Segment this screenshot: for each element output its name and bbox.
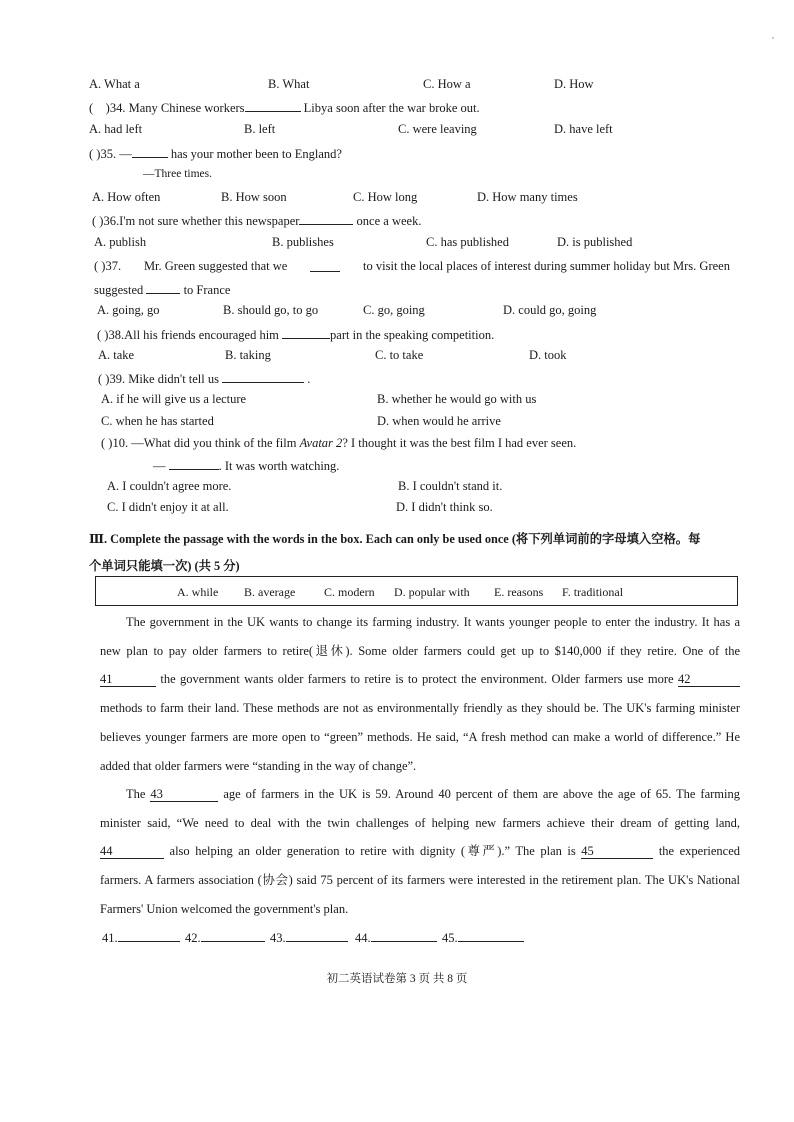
passage-text: age of farmers in the UK is 59. Around 40 percent of them are above the age of 65. The farming	[223, 787, 740, 801]
q34-option-c: C. were leaving	[398, 122, 477, 136]
q34-paren: (	[89, 101, 106, 115]
q34-option-b: B. left	[244, 122, 276, 136]
q40-text-after: ? I thought it was the best film I had ever seen.	[342, 436, 577, 450]
q34-blank[interactable]	[245, 99, 301, 112]
answer-42-label: 42.	[185, 931, 201, 945]
question-36	[92, 212, 421, 229]
passage-line: believes younger farmers are more open to “green” methods. He said, “A fresh method can make a world of difference.” He	[100, 729, 740, 744]
q35-option-b: B. How soon	[221, 190, 287, 204]
q36-option-a: A. publish	[94, 235, 147, 249]
scan-speck	[772, 37, 774, 39]
passage-line	[100, 837, 740, 866]
blank-43[interactable]	[150, 787, 218, 802]
question-37-line2	[94, 281, 230, 298]
q35-number: ( )35. —	[89, 147, 132, 161]
word-option-a: A. while	[177, 585, 219, 599]
q36-option-d: D. is published	[557, 235, 633, 249]
word-option-d: D. popular with	[394, 585, 470, 599]
q35-text-after: has your mother been to England?	[170, 147, 342, 161]
answer-45	[442, 929, 524, 946]
question-39	[98, 370, 310, 387]
q34-text-before: Many Chinese workers	[128, 101, 245, 115]
q36-option-b: B. publishes	[272, 235, 334, 249]
question-34	[89, 99, 480, 116]
q38-text-before: All his friends encouraged him	[124, 328, 279, 342]
blank-42[interactable]	[678, 672, 740, 687]
q33-option-b: B. What	[268, 77, 310, 91]
q35-option-a: A. How often	[92, 190, 161, 204]
blank-44[interactable]	[100, 844, 164, 859]
q36-blank[interactable]	[299, 212, 353, 225]
q36-text-before: I'm not sure whether this newspaper	[119, 214, 300, 228]
q40-option-d: D. I didn't think so.	[396, 500, 493, 514]
q37-option-b: B. should go, to go	[223, 303, 319, 317]
answer-44-label: 44.	[355, 931, 371, 945]
q38-blank[interactable]	[282, 326, 330, 339]
answer-43-blank[interactable]	[286, 929, 348, 942]
q40-blank[interactable]	[169, 457, 219, 470]
passage-line: methods to farm their land. These methods are not as environmentally friendly as they should be. The UK's farming minister	[100, 701, 740, 716]
q37-text-line2a: suggested	[94, 283, 144, 297]
passage-line	[100, 665, 740, 694]
passage-line: The government in the UK wants to change its farming industry. It wants younger people to enter the industry. It has a	[126, 615, 740, 629]
question-35	[89, 145, 342, 162]
q40-film-title: Avatar 2	[299, 436, 343, 450]
question-37	[94, 259, 730, 274]
q36-text-after: once a week.	[356, 214, 422, 228]
answer-41	[102, 929, 180, 946]
q37-blank-1[interactable]	[310, 259, 340, 272]
q39-option-b: B. whether he would go with us	[377, 392, 537, 406]
answer-43-label: 43.	[270, 931, 286, 945]
q38-option-c: C. to take	[375, 348, 424, 362]
answer-45-blank[interactable]	[458, 929, 524, 942]
answer-44-blank[interactable]	[371, 929, 437, 942]
word-box	[95, 576, 738, 606]
q38-text-after: part in the speaking competition.	[330, 328, 495, 342]
q33-option-c: C. How a	[423, 77, 471, 91]
passage-line: Farmers' Union welcomed the government's plan.	[100, 901, 349, 916]
q36-number: ( )36.	[92, 214, 120, 228]
q34-number: )34.	[105, 101, 126, 115]
q40-option-a: A. I couldn't agree more.	[107, 479, 232, 493]
q37-text-before: Mr. Green suggested that we	[143, 259, 288, 273]
q35-blank[interactable]	[132, 145, 168, 158]
answer-41-blank[interactable]	[118, 929, 180, 942]
blank-45-number: 45	[581, 844, 594, 859]
word-option-f: F. traditional	[562, 585, 624, 599]
answer-41-label: 41.	[102, 931, 118, 945]
q39-blank[interactable]	[222, 370, 304, 383]
blank-41[interactable]	[100, 672, 156, 687]
answer-45-label: 45.	[442, 931, 458, 945]
q38-option-b: B. taking	[225, 348, 271, 362]
blank-42-number: 42	[678, 672, 691, 687]
q40-option-c: C. I didn't enjoy it at all.	[107, 500, 229, 514]
passage-text: the experienced	[658, 844, 740, 859]
q40-reply-after: . It was worth watching.	[218, 459, 340, 473]
q35-reply: —Three times.	[143, 168, 212, 180]
q36-option-c: C. has published	[426, 235, 509, 249]
q39-number: ( )39.	[98, 372, 126, 386]
passage-paragraph-2	[100, 780, 740, 924]
q38-option-a: A. take	[98, 348, 135, 362]
question-40	[101, 436, 576, 451]
blank-43-number: 43	[150, 787, 163, 801]
section-3-heading-line2: 个单词只能填一次) (共 5 分)	[89, 559, 240, 573]
question-38	[97, 326, 494, 343]
word-option-c: C. modern	[324, 585, 375, 599]
passage-text: also helping an older generation to retire with dignity (尊严).” The plan is	[169, 844, 576, 859]
word-option-b: B. average	[244, 585, 296, 599]
passage-line: minister said, “We need to deal with the twin challenges of helping new farmers achieve their dream of getting land,	[100, 815, 740, 830]
passage-paragraph-1	[100, 608, 740, 780]
q39-option-c: C. when he has started	[101, 414, 214, 428]
q37-option-c: C. go, going	[363, 303, 425, 317]
q34-text-after: Libya soon after the war broke out.	[303, 101, 480, 115]
passage-line	[100, 780, 740, 809]
q37-text-mid: to visit the local places of interest during summer holiday but Mrs. Green	[363, 259, 730, 273]
q34-option-d: D. have left	[554, 122, 613, 136]
word-option-e: E. reasons	[494, 585, 544, 599]
page-footer: 初二英语试卷第 3 页 共 8 页	[326, 973, 468, 985]
blank-41-number: 41	[100, 672, 113, 687]
answer-42-blank[interactable]	[201, 929, 265, 942]
q33-option-d: D. How	[554, 77, 594, 91]
q35-option-c: C. How long	[353, 190, 418, 204]
q40-number: ( )10.	[101, 436, 129, 450]
passage-text: the government wants older farmers to retire is to protect the environment. Older farmers use more	[160, 672, 674, 687]
q39-text-before: Mike didn't tell us	[128, 372, 219, 386]
q38-option-d: D. took	[529, 348, 567, 362]
section-3-heading: Ⅲ. Complete the passage with the words in the box. Each can only be used once (将下列单词前的字母填入空格。每	[89, 532, 701, 546]
passage-line: added that older farmers were “standing in the way of change”.	[100, 758, 417, 773]
q33-option-a: A. What a	[89, 77, 140, 91]
q37-option-a: A. going, go	[97, 303, 160, 317]
answer-44	[355, 929, 437, 946]
blank-45[interactable]	[581, 844, 653, 859]
q34-option-a: A. had left	[89, 122, 143, 136]
q40-option-b: B. I couldn't stand it.	[398, 479, 503, 493]
q40-reply	[153, 457, 339, 474]
q40-reply-dash: —	[153, 459, 166, 473]
passage-text: The	[126, 787, 146, 801]
q39-option-d: D. when would he arrive	[377, 414, 501, 428]
answer-42	[185, 929, 265, 946]
answer-43	[270, 929, 348, 946]
q39-option-a: A. if he will give us a lecture	[101, 392, 247, 406]
q39-text-after: .	[307, 372, 311, 386]
blank-44-number: 44	[100, 844, 113, 859]
q37-option-d: D. could go, going	[503, 303, 597, 317]
q37-number: ( )37.	[94, 259, 122, 273]
q38-number: ( )38.	[97, 328, 125, 342]
q37-blank-2[interactable]	[146, 281, 180, 294]
q40-text-before: —What did you think of the film	[131, 436, 297, 450]
q35-option-d: D. How many times	[477, 190, 578, 204]
q37-text-line2b: to France	[183, 283, 231, 297]
passage-line: farmers. A farmers association (协会) said 75 percent of its farmers were interested in the retirement plan. The UK's National	[100, 873, 740, 888]
passage-line: new plan to pay older farmers to retire(退休). Some older farmers could get up to $140,000 if they retire. One of the	[100, 643, 740, 658]
